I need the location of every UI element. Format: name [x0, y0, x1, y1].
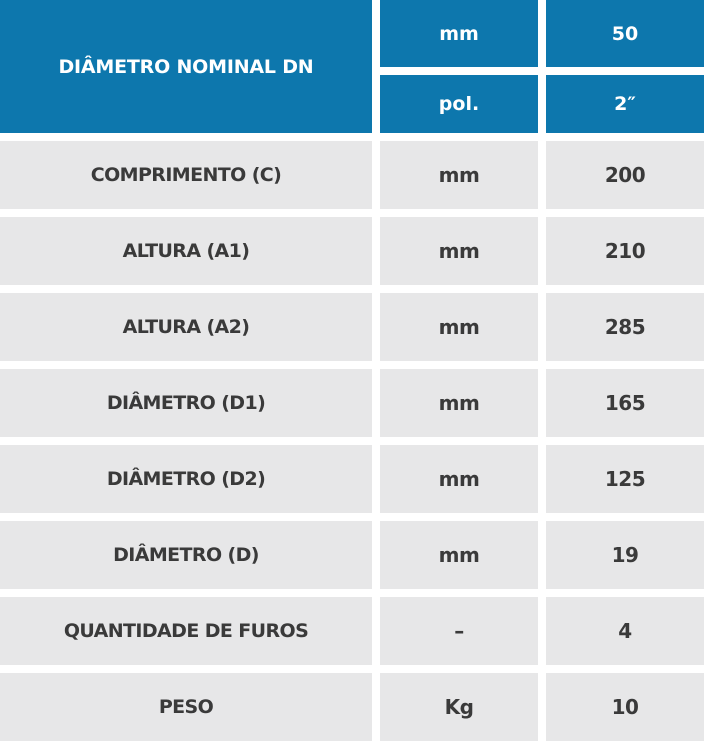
row-unit: Kg — [380, 673, 538, 741]
row-label: COMPRIMENTO (C) — [0, 141, 372, 209]
row-unit: – — [380, 597, 538, 665]
row-value: 165 — [546, 369, 704, 437]
row-value: 285 — [546, 293, 704, 361]
row-unit: mm — [380, 141, 538, 209]
row-label: ALTURA (A2) — [0, 293, 372, 361]
row-unit: mm — [380, 445, 538, 513]
row-value: 200 — [546, 141, 704, 209]
header-value-pol: 2″ — [546, 75, 704, 133]
header-title: DIÂMETRO NOMINAL DN — [0, 0, 372, 133]
row-value: 19 — [546, 521, 704, 589]
row-label: QUANTIDADE DE FUROS — [0, 597, 372, 665]
row-value: 210 — [546, 217, 704, 285]
header-value-mm: 50 — [546, 0, 704, 67]
row-value: 10 — [546, 673, 704, 741]
row-value: 4 — [546, 597, 704, 665]
row-unit: mm — [380, 293, 538, 361]
row-label: DIÂMETRO (D2) — [0, 445, 372, 513]
row-unit: mm — [380, 521, 538, 589]
row-label: PESO — [0, 673, 372, 741]
row-label: ALTURA (A1) — [0, 217, 372, 285]
row-label: DIÂMETRO (D1) — [0, 369, 372, 437]
header-unit-pol: pol. — [380, 75, 538, 133]
row-unit: mm — [380, 217, 538, 285]
row-label: DIÂMETRO (D) — [0, 521, 372, 589]
row-value: 125 — [546, 445, 704, 513]
header-unit-mm: mm — [380, 0, 538, 67]
row-unit: mm — [380, 369, 538, 437]
